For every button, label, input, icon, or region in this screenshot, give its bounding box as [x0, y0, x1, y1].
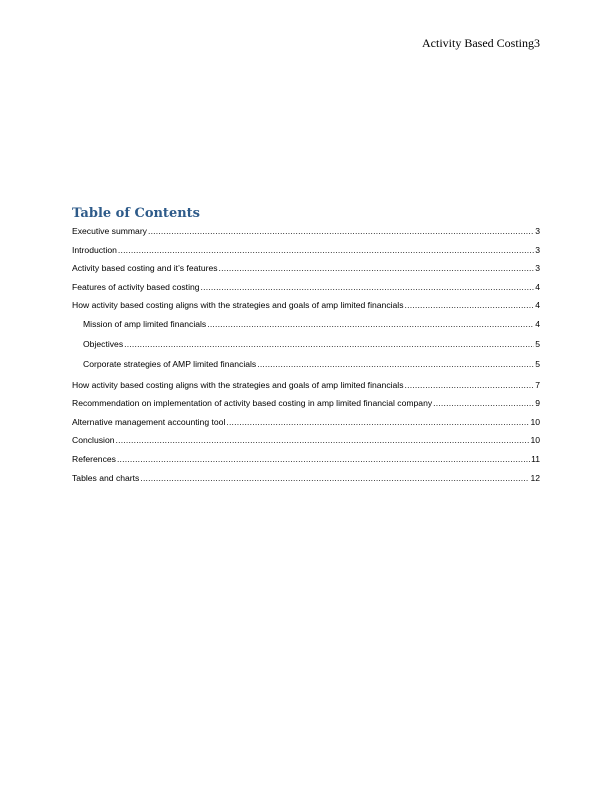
toc-entry[interactable]	[72, 245, 540, 255]
toc-entry-title: Objectives	[83, 339, 124, 350]
toc-entry[interactable]	[72, 380, 540, 390]
toc-page-number: 4	[535, 300, 540, 311]
toc-dot-leader	[140, 473, 529, 483]
toc-entry-title: Corporate strategies of AMP limited financials	[83, 359, 257, 370]
toc-dot-leader	[117, 454, 530, 464]
toc-entry[interactable]	[72, 454, 540, 464]
toc-entry-title: Features of activity based costing	[72, 281, 200, 292]
toc-entry[interactable]	[72, 226, 540, 236]
toc-dot-leader	[201, 282, 535, 292]
toc-heading: Table of Contents	[72, 206, 200, 221]
toc-entry[interactable]	[72, 435, 540, 445]
toc-entry[interactable]	[72, 359, 540, 369]
toc-entry-title: Mission of amp limited financials	[83, 318, 207, 329]
toc-page-number: 10	[530, 435, 540, 446]
toc-page-number: 5	[535, 359, 540, 370]
toc-page-number: 10	[530, 416, 540, 427]
toc-entry[interactable]	[72, 398, 540, 408]
toc-page-number: 12	[530, 472, 540, 483]
toc-entry[interactable]	[72, 473, 540, 483]
toc-entry-title: Recommendation on implementation of activity based costing in amp limited financial company	[72, 398, 433, 409]
toc-page-number: 4	[535, 281, 540, 292]
toc-dot-leader	[118, 245, 534, 255]
toc-page-number: 3	[535, 226, 540, 236]
toc-page-number: 3	[535, 263, 540, 274]
toc-dot-leader	[219, 263, 535, 273]
toc-dot-leader	[433, 398, 534, 408]
toc-entry[interactable]	[72, 300, 540, 310]
toc-page-number: 5	[535, 339, 540, 350]
toc-dot-leader	[257, 359, 534, 369]
toc-entry[interactable]	[72, 319, 540, 329]
toc-page-number: 3	[535, 244, 540, 255]
toc-entry-title: How activity based costing aligns with the strategies and goals of amp limited financials	[72, 300, 404, 311]
toc-page-number: 7	[535, 379, 540, 390]
toc-page-number: 11	[531, 453, 540, 464]
running-header: Activity Based Costing3	[422, 36, 540, 50]
toc-dot-leader	[148, 226, 534, 236]
table-of-contents	[72, 206, 540, 491]
toc-entry-title: Introduction	[72, 244, 117, 255]
toc-entry[interactable]	[72, 263, 540, 273]
toc-page-number: 4	[535, 318, 540, 329]
toc-dot-leader	[124, 339, 534, 349]
toc-entry[interactable]	[72, 282, 540, 292]
toc-dot-leader	[116, 435, 530, 445]
toc-entry-title: Activity based costing and it’s features	[72, 263, 218, 274]
toc-entry[interactable]	[72, 417, 540, 427]
toc-entry-title: Alternative management accounting tool	[72, 416, 226, 427]
toc-dot-leader	[405, 380, 535, 390]
toc-dot-leader	[405, 300, 535, 310]
toc-entry-title: How activity based costing aligns with the strategies and goals of amp limited financials	[72, 379, 404, 390]
toc-dot-leader	[226, 417, 529, 427]
toc-page-number: 9	[535, 398, 540, 409]
toc-entry-title: References	[72, 453, 116, 464]
toc-entry[interactable]	[72, 339, 540, 349]
toc-entry-title: Conclusion	[72, 435, 115, 446]
toc-entry-title: Executive summary	[72, 226, 147, 236]
toc-entry-title: Tables and charts	[72, 472, 140, 483]
toc-list	[72, 226, 540, 483]
toc-dot-leader	[207, 319, 534, 329]
